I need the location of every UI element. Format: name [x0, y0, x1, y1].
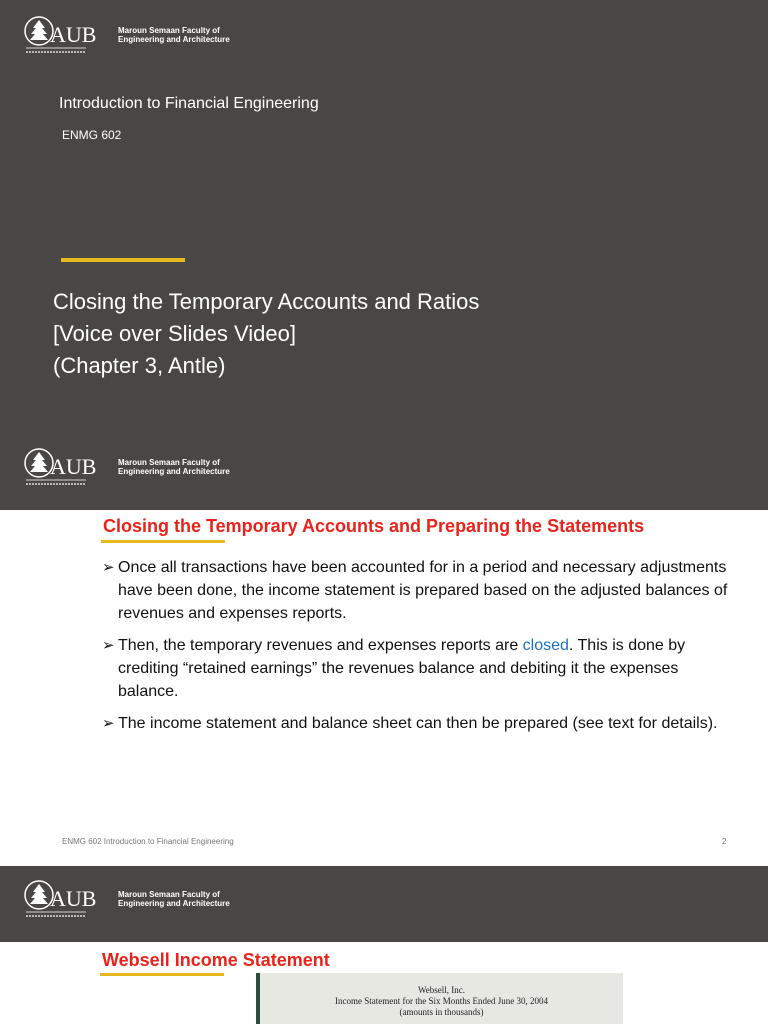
slide-footer: ENMG 602 Introduction to Financial Engineering — [62, 837, 234, 846]
faculty-line-1: Maroun Semaan Faculty of — [118, 890, 220, 899]
faculty-line-2: Engineering and Architecture — [118, 35, 230, 44]
bullet-list — [102, 556, 732, 744]
aub-logo-footer — [24, 444, 230, 490]
lecture-title-line-1: Closing the Temporary Accounts and Ratios — [53, 289, 480, 314]
aub-emblem-icon — [24, 876, 114, 922]
arrow-bullet-icon: ➢ — [102, 715, 115, 732]
slide-heading: Websell Income Statement — [102, 950, 330, 970]
faculty-line-1: Maroun Semaan Faculty of — [118, 26, 220, 35]
bullet-text: The income statement and balance sheet can then be prepared (see text for details). — [118, 715, 718, 732]
heading-underline — [101, 540, 225, 543]
heading-underline — [100, 973, 224, 976]
scan-heading: Income Statement for the Six Months Ended June 30, 2004 — [335, 996, 548, 1006]
course-title: Introduction to Financial Engineering — [59, 95, 319, 112]
aub-emblem-icon — [24, 444, 114, 490]
slide-header — [0, 866, 768, 942]
faculty-line-2: Engineering and Architecture — [118, 467, 230, 476]
arrow-bullet-icon: ➢ — [102, 559, 115, 576]
income-statement-scan — [256, 973, 623, 1024]
bullet-item — [102, 712, 732, 735]
faculty-name — [118, 890, 230, 908]
bullet-text: Once all transactions have been accounted for in a period and necessary adjustments have been done, the income statement is prepared based on the adjusted balances of revenues and expenses reports. — [118, 559, 728, 622]
title-slide — [0, 0, 768, 510]
keyword-closed: closed — [522, 637, 569, 654]
scan-company: Websell, Inc. — [417, 985, 465, 995]
lecture-title-line-3: (Chapter 3, Antle) — [53, 353, 226, 378]
lecture-title — [53, 286, 479, 382]
aub-logo — [24, 876, 230, 922]
bullet-item — [102, 556, 732, 625]
aub-emblem-icon — [24, 12, 114, 58]
scan-units: (amounts in thousands) — [399, 1007, 484, 1017]
faculty-name — [118, 26, 230, 44]
page-number: 2 — [722, 837, 727, 846]
lecture-title-line-2: [Voice over Slides Video] — [53, 321, 296, 346]
faculty-name — [118, 458, 230, 476]
bullet-item — [102, 634, 732, 703]
bullet-text — [118, 634, 732, 703]
accent-bar — [61, 258, 185, 262]
bullet-text-part: Then, the temporary revenues and expenses reports are — [118, 637, 523, 654]
svg-text:AUB: AUB — [50, 454, 97, 479]
aub-logo — [24, 12, 230, 58]
arrow-bullet-icon: ➢ — [102, 637, 115, 654]
slide-heading: Closing the Temporary Accounts and Preparing the Statements — [103, 516, 645, 536]
faculty-line-1: Maroun Semaan Faculty of — [118, 458, 220, 467]
svg-text:AUB: AUB — [50, 22, 97, 47]
faculty-line-2: Engineering and Architecture — [118, 899, 230, 908]
bullet-text-part: . This is done by crediting “retained earnings” the revenues balance and debiting it the expenses balance. — [118, 637, 686, 700]
course-code: ENMG 602 — [62, 128, 122, 142]
svg-text:AUB: AUB — [50, 886, 97, 911]
